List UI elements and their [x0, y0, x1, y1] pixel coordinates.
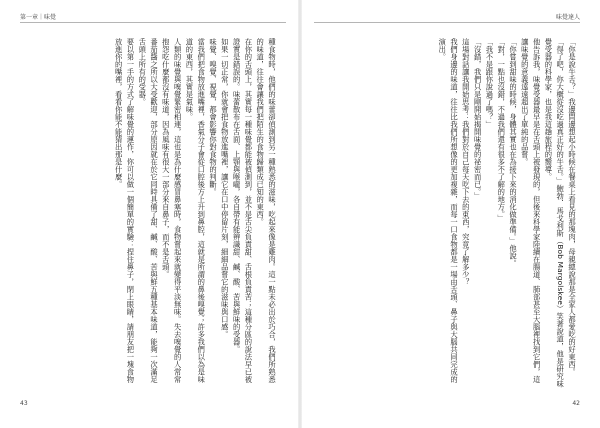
right-paragraph: 他告訴我，味覺受器最早是在舌頭上被發現的，但後來科學家陸續在腸道、肺部甚至大腦裡找到它們，這讓味覺的意義遠遠超出了單純的品嘗。	[520, 38, 542, 383]
right-paragraph: 「得了吧，你大概從沒吃過真正好的牛舌。」鮑勃．馬戈利斯（Bob Margolskee）笑著說道，他是研究味覺受器的科學家，也是我這趟旅程的嚮導。	[544, 38, 566, 388]
header-rule-left	[20, 22, 286, 23]
right-body-text	[316, 38, 578, 390]
running-header-right: 味覺達人	[555, 14, 580, 21]
left-paragraph: 番茄醬之所以大受歡迎，部分原因就在於它同時具備了甜、鹹、酸、苦與鮮五種基本味道，能夠一次滿足舌頭上所有的受器。	[138, 38, 160, 383]
left-body-text	[22, 38, 278, 390]
left-paragraph: 種食物時，他們的味蕾卻偵測到另一種熟悉的滋味，吃起來像是雞肉。這一點未必出於巧合，我們所熟悉的味道，往往會讓我們把陌生的食物歸類成已知的東西。	[256, 38, 277, 383]
left-paragraph: 人類的味覺與嗅覺緊密相連，這也是為什麼感冒鼻塞時，食物嘗起來就變得平淡無味。失去嗅覺的人常常抱怨吃什麼都沒有味道，因為風味有很大一部分來自鼻子，而不是舌頭。	[161, 38, 183, 383]
left-paragraph: 如果一切正常，你就會把食物放進嘴裡，讓它在口中停留片刻，細細品嘗它的滋味與口感。	[220, 38, 230, 338]
header-rule-right	[314, 22, 580, 23]
page-number-right: 42	[572, 400, 580, 407]
right-paragraph: 「對，一點也沒錯，不過我們還有很多不了解的地方。」	[497, 38, 507, 222]
right-paragraph: 「我不是跟你說過了嗎？」	[485, 38, 495, 128]
right-paragraph: 「你是說牛舌？」我邊問邊想起小時候在餐桌上看見的那塊肉，母親總說那是全家人都愛吃的好東西。	[568, 38, 577, 376]
right-paragraph: 「你嘗到甜味的時候，身體其實也在為接下來的消化做準備。」他說。	[509, 38, 519, 267]
right-page	[300, 0, 600, 428]
left-paragraph: 當我們把食物放進嘴裡，香氣分子會從口腔後方上升到鼻腔，這就是所謂的鼻後嗅覺；許多我們以為是味道的東西，其實是氣味。	[185, 38, 207, 383]
page-number-left: 43	[20, 400, 28, 407]
left-paragraph: 要以第一手的方式了解味覺的運作，你可以做一個簡單的實驗：捏住鼻子，閉上眼睛，請朋友把一塊食物放進你的嘴裡，看看你能不能猜出那是什麼。	[114, 38, 136, 383]
left-paragraph: 味覺、嗅覺、視覺，都會影響你對食物的判斷。	[209, 38, 219, 196]
right-paragraph: 「沒錯，我們只是剛開始揭開味覺的祕密而已。」	[473, 38, 483, 200]
running-header-left: 第一章｜味覺	[20, 14, 57, 21]
right-paragraph: 我們身邊的味道，往往比我們所想像的更加複雜，而每一口食物都是一場由舌頭、鼻子與大腦共同完成的演出。	[438, 38, 460, 383]
right-paragraph: 這場對話讓我開始思考：我們對於自己每天吃下去的東西，究竟了解多少？	[461, 38, 471, 286]
left-paragraph: 在你的舌頭上，其實每一種味覺都能被偵測到，並不是舌尖負責甜、舌根負責苦；這種分區的說法早已被證實是錯誤的。味蕾散布在舌面、上顎與喉嚨，各自帶有能辨識甜、鹹、酸、苦與鮮味的受器。	[232, 38, 254, 383]
